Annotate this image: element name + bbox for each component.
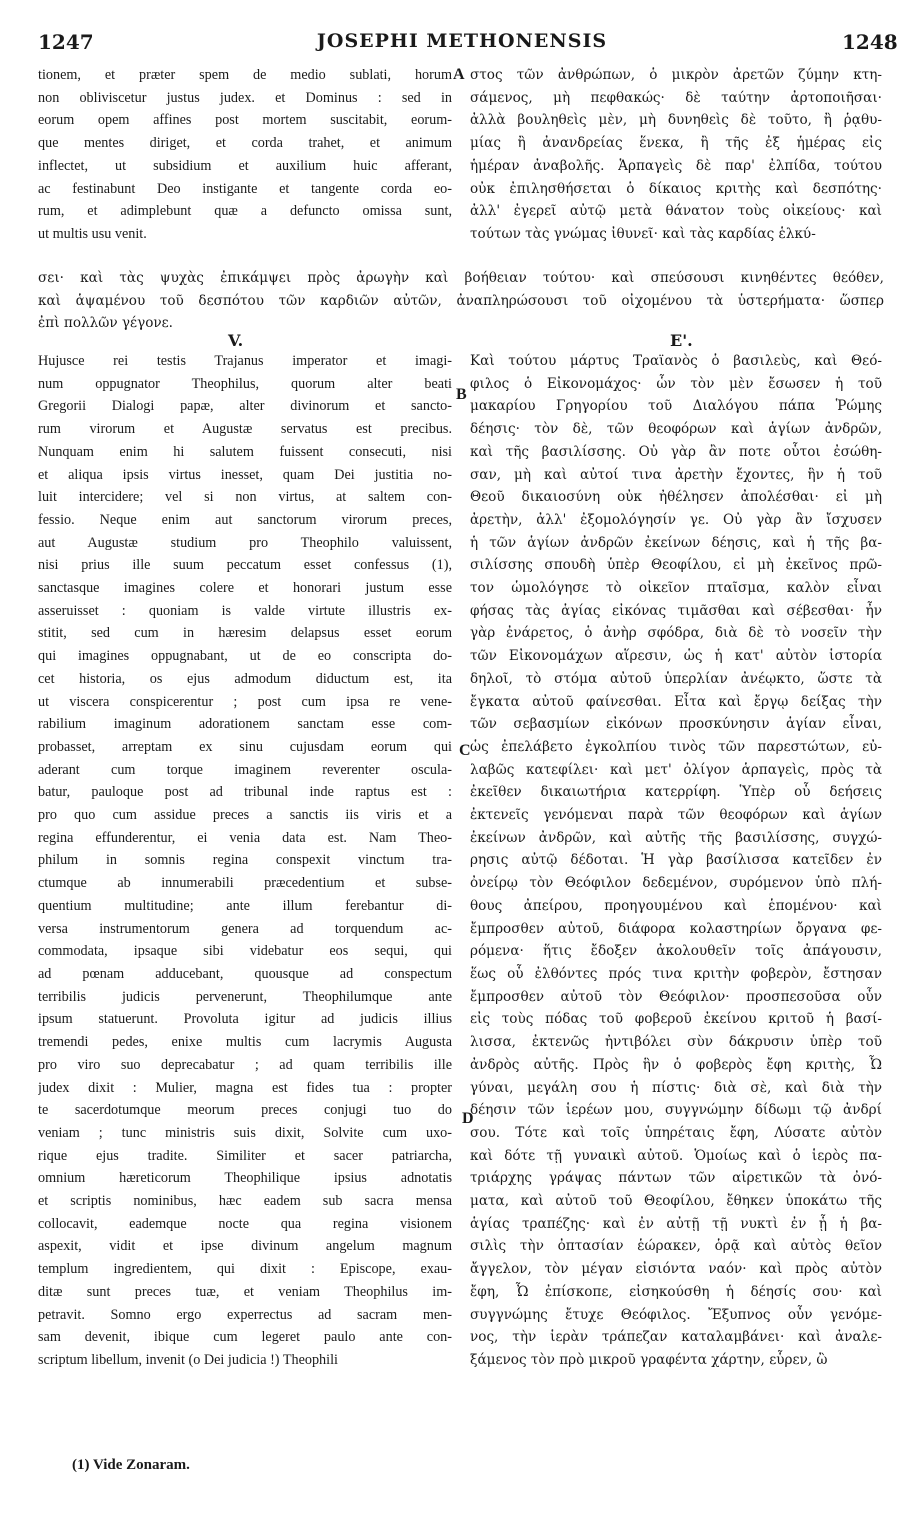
text-line: λαβῶς κατεφίλει· καὶ μετ' ὀλίγον ἁρπαγεὶς, πρὸς τὰ [470,761,882,778]
text-line: ἐκτενεῖς γενόμεναι παρὰ τῶν θεοφόρων καὶ ἁγίων [470,807,882,824]
text-line: rabilium imaginum adorationem sanctam esse com- [38,716,452,733]
text-line: collocavit, eademque nocte qua regina visionem [38,1215,452,1232]
text-line: σιλὶς τὴν ὀπτασίαν ἑώρακεν, ὁρᾷ καὶ αὐτὸς θεῖον [470,1238,882,1255]
text-line: ut viscera conspicerentur ; post cum ipsa re vene- [38,693,452,710]
text-line: μίας ἢ ἀνανδρείας ἕνεκα, ἢ τῆς ἐξ ἡμέρας εἰς [470,135,882,152]
greek-spanning-text [38,267,884,335]
text-line: Καὶ τούτου μάρτυς Τραϊανὸς ὁ βασιλεὺς, καὶ Θεό- [470,353,882,369]
text-line: γύναι, μεγάλη σου ἡ πίστις· διὰ σὲ, καὶ διὰ τὴν [470,1079,882,1096]
text-line: λισσα, ἐκτενῶς ἠντιβόλει σὺν δάκρυσιν ὑπὲρ τοῦ [470,1034,882,1051]
text-line: ἔμπροσθεν αὐτοῦ τὸν Θεόφιλον· προσπεσοῦσα οὖν [470,988,882,1005]
text-line: δέησις· τὸν δὲ, τῶν θεοφόρων καὶ ἁγίων ἀνδρῶν, [470,421,882,438]
text-line: veniam ; tunc ministris suis dixit, Solvite cum uxo- [38,1124,452,1141]
text-line: petravit. Somno ergo experrectus ad sacram men- [38,1306,452,1323]
text-line: ἄγγελον, τὸν μέγαν εἰσιόντα ναόν· καὶ πρὸς αὐτὸν [470,1261,882,1278]
text-line: inflectet, ut subsidium et auxilium huic afferant, [38,157,452,174]
text-line: rum virorum et Augustæ servatus est precibus. [38,421,452,438]
text-line: nisi prius ille suum peccatum esset confessus (1), [38,557,452,574]
text-line: ἁγίας τραπέζης· καὶ ἐν αὐτῇ τῇ νυκτὶ ἐν ᾗ ἡ βα- [470,1215,882,1232]
text-line: τῶν Εἰκονομάχων αἵρεσιν, ὡς ἡ κατ' αὐτὸν ἱστορία [470,648,882,665]
text-line: judex dixit : Mulier, magna est fides tua : propter [38,1079,452,1096]
text-line: ρησις αὐτῷ δέδοται. Ἡ γὰρ βασίλισσα κατεῖδεν ἐν [470,852,882,869]
text-line: θους ἀπείρου, προηγουμένου καὶ ἑπομένου· καὶ [470,897,882,914]
text-line: φιλος ὁ Εἰκονομάχος· ὧν τὸν μὲν ἔσωσεν ἡ τοῦ [470,375,882,392]
text-line: τούτων τὰς γνώμας ἰθυνεῖ· καὶ τὰς καρδίας ἑλκύ- [470,225,816,242]
text-line: ματα, καὶ αὐτοῦ τοῦ Θεοφίλου, ἔθηκεν ὑποκάτω τῆς [470,1193,882,1210]
text-line: συγγνώμης ἔτυχε Θεόφιλος. Ἔξυπνος οὖν γενόμε- [470,1306,882,1323]
text-line: ἔμπροσθεν αὐτοῦ, διάφορα κολαστηρίων ὄργανα φε- [470,920,882,937]
text-line: asseruisset : quoniam is valde virtute illustris ex- [38,602,452,619]
running-head: JOSEPHI METHONENSIS [316,30,608,52]
text-line: eorum opem affines post mortem suscitabit, eorum- [38,112,452,129]
text-line: Θεοῦ δικαιοσύνη οὐκ ἠθέλησεν ἀπολέσθαι· εἰ μὴ [470,489,882,506]
section-heading-greek: Ε'. [670,331,693,350]
text-line: εἰς τοὺς πόδας τοῦ φοβεροῦ ἐκείνου κριτοῦ ἡ βασί- [470,1011,882,1028]
text-line: et aliqua ipsis virtus inesset, quam Dei justitia no- [38,466,452,483]
text-line: templum ingredientem, qui dixit : Episcope, exau- [38,1261,452,1278]
text-line: σαν, μὴ καὶ αὐτοί τινα ἀρετὴν ἔχοντες, ἣν ἡ τοῦ [470,466,882,483]
greek-column-body [470,350,882,1372]
text-line: Gregorii Dialogi papæ, alter divinorum et sancto- [38,398,452,415]
text-line: καὶ τῆς βασιλίσσης. Οὐ γὰρ ἂν ποτε οὗτοι ἐσώθη- [470,443,882,460]
text-line: ipsum statuerunt. Provoluta igitur ad judicis illius [38,1011,452,1028]
text-line: luit intercidere; vel si non virtus, at saltem con- [38,489,452,506]
text-line: οὐκ ἐπιλησθήσεται ὁ δίκαιος κριτὴς καὶ δεσπότης· [470,180,882,197]
text-line: probasset, arreptam ex sinu cujusdam eorum qui [38,738,452,755]
text-line: num oppugnator Theophilus, quorum alter beati [38,375,452,392]
text-line: scriptum libellum, invenit (o Dei judicia !) Theophili [38,1351,338,1368]
text-line: ξάμενος τὸν πρὸ μικροῦ γραφέντα χάρτην, εὗρεν, ὢ [470,1351,828,1368]
text-line: τῶν σεβασμίων εἰκόνων προσκύνησιν ἁγίαν εἶναι, [470,716,882,733]
text-line: ἐπὶ πολλῶν γέγονε. [38,315,174,332]
text-line: sam devenit, ibique cum legeret paulo ante con- [38,1329,452,1346]
text-line: sanctasque imagines colere et honorari justum esse [38,580,452,597]
text-line: ἡμέραν ἀναβολῆς. Ἁρπαγεὶς δὲ παρ' ἐλπίδα, τούτου [470,157,882,174]
text-line: non obliviscetur justus judex. et Dominus : sed in [38,89,452,106]
text-line: ctumque ab innumerabili præcedentium et subse- [38,875,452,892]
text-line: σάμενος, μὴ πεφθακώς· δὲ ταύτην ἀρτοποιῆσαι· [470,89,882,106]
text-line: ac festinabunt Deo instigante et tangente corda eo- [38,180,452,197]
text-line: rum, et adimplebunt quæ a defuncto omissa sunt, [38,203,452,220]
page-number-right: 1248 [842,30,898,54]
text-line: ἐκεῖθεν δικαιωτήρια κατερρίφη. Ὑπὲρ οὗ δεήσεις [470,784,882,801]
text-line: Nunquam enim hi salutem fuissent consecuti, nisi [38,443,452,460]
text-line: δηλοῖ, τὸ στόμα αὐτοῦ ὑπερλίαν ἀνέῳκτο, ὥστε τὰ [470,670,882,687]
margin-letter-c: C [459,742,471,759]
text-line: ὡς ἐπελάβετο ἐγκολπίου τινὸς τῶν παρεστώτων, εὐ- [470,738,882,755]
text-line: terribilis judicis pervenerunt, Theophilumque ante [38,988,452,1005]
text-line: versa instrumentorum genera ad torquendum ac- [38,920,452,937]
page-number-left: 1247 [38,30,94,54]
text-line: ad pœnam adducebant, quousque ad conspectum [38,965,452,982]
text-line: ὀνείρῳ τὸν Θεόφιλον δεδεμένον, συρόμενον ὑπὸ πλή- [470,875,882,892]
text-line: ἔγκατα αὐτοῦ φαίνεσθαι. Εἶτα καὶ ἔργῳ δείξας τὴν [470,693,882,710]
text-line: νος, τὴν ἱερὰν τράπεζαν καταλαμβάνει· καὶ ἀναλε- [470,1329,882,1346]
text-line: regina effunderentur, ei venia data est. Nam Theo- [38,829,452,846]
text-line: pro quo cum assidue preces a sanctis iis viris et a [38,807,452,824]
text-line: καὶ δότε τῇ γυναικὶ αὐτοῦ. Ὁμοίως καὶ ὁ ἱερὸς πα- [470,1147,882,1164]
text-line: et scriptis nominibus, hæc eadem sub sacra mensa [38,1193,452,1210]
margin-letter-d: D [462,1110,474,1127]
text-line: τον ὡμολόγησε τὸ οἰκεῖον πταῖσμα, καλὸν εἶναι [470,580,882,597]
text-line: tionem, et præter spem de medio sublati, horum [38,67,452,83]
text-line: ἀρετὴν, ἀλλ' ἐξομολόγησίν γε. Οὐ γὰρ ἂν ἴσχυσεν [470,511,882,528]
text-line: σει· καὶ τὰς ψυχὰς ἐπικάμψει πρὸς ἀρωγὴν καὶ βοήθειαν τούτου· καὶ σπεύσουσι κινηθέντες θεόθεν, [38,270,884,286]
text-line: aderant cum torque imaginem reverenter oscula- [38,761,452,778]
text-line: ἀλλὰ βουληθεὶς μὲν, μὴ δυνηθεὶς δὲ τοῦτο, ἢ ῥᾳθυ- [470,112,882,129]
text-line: aut Augustæ studium pro Theophilo valuissent, [38,534,452,551]
text-line: γὰρ ἐνάρετος, ὁ ἀνὴρ σφόδρα, διὰ δὲ τὸ νοσεῖν τὴν [470,625,882,642]
latin-column-body [38,350,452,1372]
text-line: Hujusce rei testis Trajanus imperator et imagi- [38,353,452,369]
footnote: (1) Vide Zonaram. [72,1457,190,1473]
margin-letter-a: A [453,66,465,83]
text-line: καὶ ἁψαμένου τοῦ δεσπότου τῶν καρδιῶν αὐτῶν, ἀναπληρώσουσι τοῦ οἰχομένου τὰ ὑστερήματα· ὥσπερ [38,292,884,309]
text-line: aspexit, vidit et ipse divinum angelum magnum [38,1238,452,1255]
text-line: ἔφη, Ὦ ἐπίσκοπε, εἰσηκούσθη ἡ δέησίς σου· καὶ [470,1283,882,1300]
text-line: quentium multitudine; ante illum ferebantur di- [38,897,452,914]
text-line: te sacerdotumque meorum preces conjugi tuo do [38,1102,452,1119]
text-line: pro viro suo deprecabatur ; ad quam terribilis ille [38,1056,452,1073]
text-line: ἀνδρὸς αὐτῆς. Πρὸς ἣν ὁ φοβερὸς ἔφη κριτὴς, Ὦ [470,1056,882,1073]
text-line: tremendi pedes, enixe multis cum lacrymis Augusta [38,1034,452,1051]
margin-letter-b: B [456,386,467,403]
text-line: cet historia, os ejus admodum diductum est, ita [38,670,452,687]
text-line: ἐκείνων ἀνδρῶν, καὶ αὐτῆς τῆς βασιλίσσης, συγχώ- [470,829,882,846]
latin-column-top [38,64,452,246]
text-line: σιλίσσης σπουδὴ ὑπὲρ Θεοφίλου, εἰ μὴ ἐκεῖνος πρῶ- [470,557,882,574]
text-line: στος τῶν ἀνθρώπων, ὁ μικρὸν ἀρετῶν ζύμην κτη- [470,67,882,83]
text-line: ditæ sunt preces tuæ, et veniam Theophilus im- [38,1283,452,1300]
text-line: ἡ τῶν ἁγίων ἀνδρῶν ἐκείνων δέησις, καὶ ἡ τῆς βα- [470,534,882,551]
text-line: omnium hæreticorum Theophilique ipsius adnotatis [38,1170,452,1187]
text-line: batur, pauloque post ad tribunal inde raptus est : [38,784,452,801]
text-line: ρόμενα· ἥτις ἔδοξεν ἀκολουθεῖν τοῖς ἀπάγουσιν, [470,943,882,960]
text-line: ἕως οὗ ἐλθόντες πρός τινα κριτὴν φοβερὸν, ἔστησαν [470,965,882,982]
text-line: τριάρχης γράψας πάντων τῶν αἱρετικῶν τὰ ὀνό- [470,1170,882,1187]
section-heading-latin: V. [228,331,244,350]
text-line: fessio. Neque enim aut sanctorum virorum preces, [38,511,452,528]
text-line: δέησιν τῶν ἱερέων μου, συγγνώμην δίδωμι τῷ ἀνδρί [470,1102,882,1119]
text-line: commodata, ipsaque sibi videbatur eos sequi, qui [38,943,452,960]
text-line: stitit, sed cum in hæresim delapsus esset eorum [38,625,452,642]
text-line: ut multis usu venit. [38,225,147,242]
text-line: que mentes diriget, et corda trahet, et animum [38,135,452,152]
text-line: philum in somnis regina conspexit vinctum tra- [38,852,452,869]
text-line: μακαρίου Γρηγορίου τοῦ Διαλόγου πάπα Ῥώμης [470,398,882,415]
text-line: φήσας τὰς ἁγίας εἰκόνας τιμᾶσθαι καὶ σέβεσθαι· ἦν [470,602,882,619]
greek-column-top [470,64,882,246]
text-line: σου. Τότε καὶ τοῖς ὑπηρέταις ἔφη, Λύσατε αὐτὸν [470,1124,882,1141]
text-line: qui imagines oppugnabant, ut de eo conscripta do- [38,648,452,665]
text-line: rique ejus tradite. Similiter et sacer patriarcha, [38,1147,452,1164]
text-line: ἀλλ' ἐγερεῖ αὐτῷ μετὰ θάνατον τοὺς οἰκείους· καὶ [470,203,882,220]
